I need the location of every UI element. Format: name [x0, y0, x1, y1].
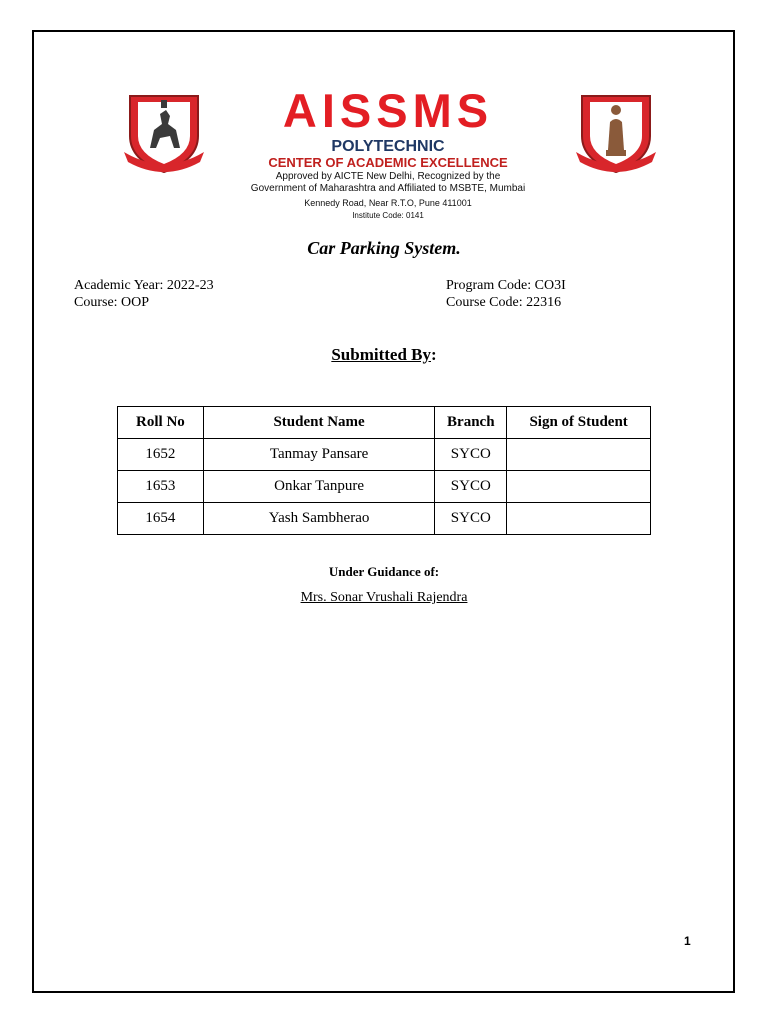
meta-right [446, 277, 566, 311]
cell-sign [507, 439, 651, 471]
cell-student-name: Tanmay Pansare [203, 439, 434, 471]
guidance-label: Under Guidance of: [328, 564, 440, 579]
cell-branch: SYCO [435, 471, 507, 503]
cell-student-name: Yash Sambherao [203, 503, 434, 535]
right-crest-logo [572, 90, 660, 176]
header-roll-no: Roll No [118, 407, 204, 439]
approval-line-2: Government of Maharashtra and Affiliated to MSBTE, Mumbai [250, 183, 526, 194]
cell-sign [507, 503, 651, 535]
table-row [118, 503, 651, 535]
header-student-name: Student Name [203, 407, 434, 439]
course: Course: OOP [74, 295, 150, 310]
table-header-row [118, 407, 651, 439]
guide-name-line [0, 590, 768, 606]
submitted-by-colon: : [431, 345, 437, 364]
approval-line-1: Approved by AICTE New Delhi, Recognized by the [275, 171, 501, 182]
brand-name: AISSMS [282, 84, 494, 137]
cell-student-name: Onkar Tanpure [203, 471, 434, 503]
page-number: 1 [684, 934, 691, 948]
table-row [118, 439, 651, 471]
institute-header [110, 84, 666, 220]
students-table [117, 406, 651, 535]
institute-address: Kennedy Road, Near R.T.O, Pune 411001 [304, 198, 472, 208]
institute-code: Institute Code: 0141 [352, 211, 424, 220]
course-code: Course Code: 22316 [446, 295, 562, 310]
left-crest-logo [120, 90, 208, 176]
program-code: Program Code: CO3I [446, 278, 566, 293]
cell-sign [507, 471, 651, 503]
meta-left [74, 277, 214, 311]
cell-roll-no: 1652 [118, 439, 204, 471]
academic-year: Academic Year: 2022-23 [74, 278, 214, 293]
header-branch: Branch [435, 407, 507, 439]
submitted-by-label: Submitted By [331, 345, 431, 364]
submitted-by-heading [0, 345, 768, 365]
brand-tagline: CENTER OF ACADEMIC EXCELLENCE [268, 155, 508, 170]
cell-branch: SYCO [435, 503, 507, 535]
cell-roll-no: 1653 [118, 471, 204, 503]
cell-branch: SYCO [435, 439, 507, 471]
guide-name: Mrs. Sonar Vrushali Rajendra [300, 590, 468, 605]
institute-brand [220, 84, 556, 222]
project-title: Car Parking System. [307, 238, 461, 258]
brand-subtitle: POLYTECHNIC [331, 138, 445, 155]
cell-roll-no: 1654 [118, 503, 204, 535]
header-sign: Sign of Student [507, 407, 651, 439]
table-row [118, 471, 651, 503]
